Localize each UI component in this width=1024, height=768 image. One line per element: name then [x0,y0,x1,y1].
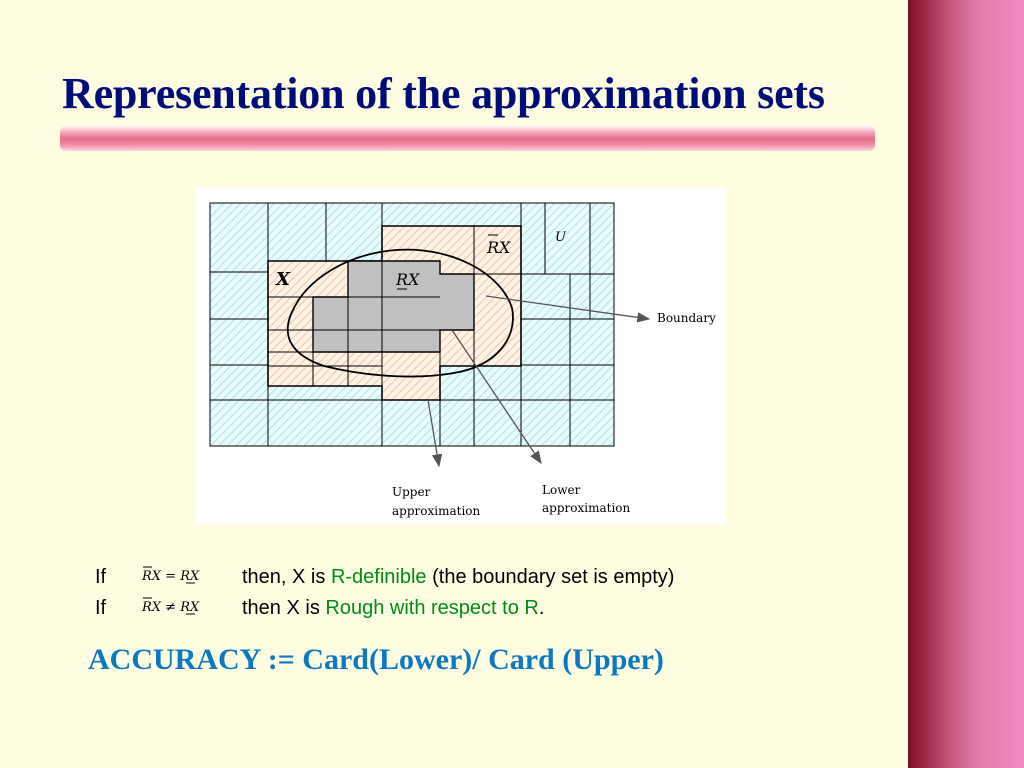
upper-approximation-symbol: RX [487,238,511,257]
inequality-formula-text: RX ≠ RX [142,600,200,615]
condition-if-label: If [95,566,107,588]
condition-text-prefix: then X is [242,597,326,619]
accuracy-formula: ACCURACY := Card(Lower)/ Card (Upper) [88,643,664,676]
lower-approximation-label-line2: approximation [542,501,631,515]
approximation-sets-diagram [196,188,726,524]
rough-highlight: Rough with respect to R [325,597,539,619]
decorative-side-bar [908,0,1024,768]
inequality-formula [140,591,220,621]
slide-title: Representation of the approximation sets [62,69,825,118]
diagram-canvas [196,188,726,524]
condition-description [242,597,544,620]
set-x-label: X [276,269,290,290]
lower-approximation-label-line1: Lower [542,483,581,497]
upper-approximation-label-line2: approximation [392,504,481,518]
condition-text-suffix: (the boundary set is empty) [426,566,675,588]
condition-text-suffix: . [538,597,545,619]
equality-formula [140,560,220,590]
condition-text-prefix: then, X is [242,566,331,588]
upper-approximation-label-line1: Upper [392,485,431,499]
condition-if-label: If [95,597,107,619]
title-underline-bar [60,126,875,151]
boundary-label: Boundary [657,311,716,325]
universe-label: U [555,230,566,245]
condition-description [242,566,674,589]
equality-formula-text: RX = RX [142,569,200,584]
definable-highlight: R-definible [330,566,427,588]
lower-approximation-symbol: RX [396,270,420,289]
